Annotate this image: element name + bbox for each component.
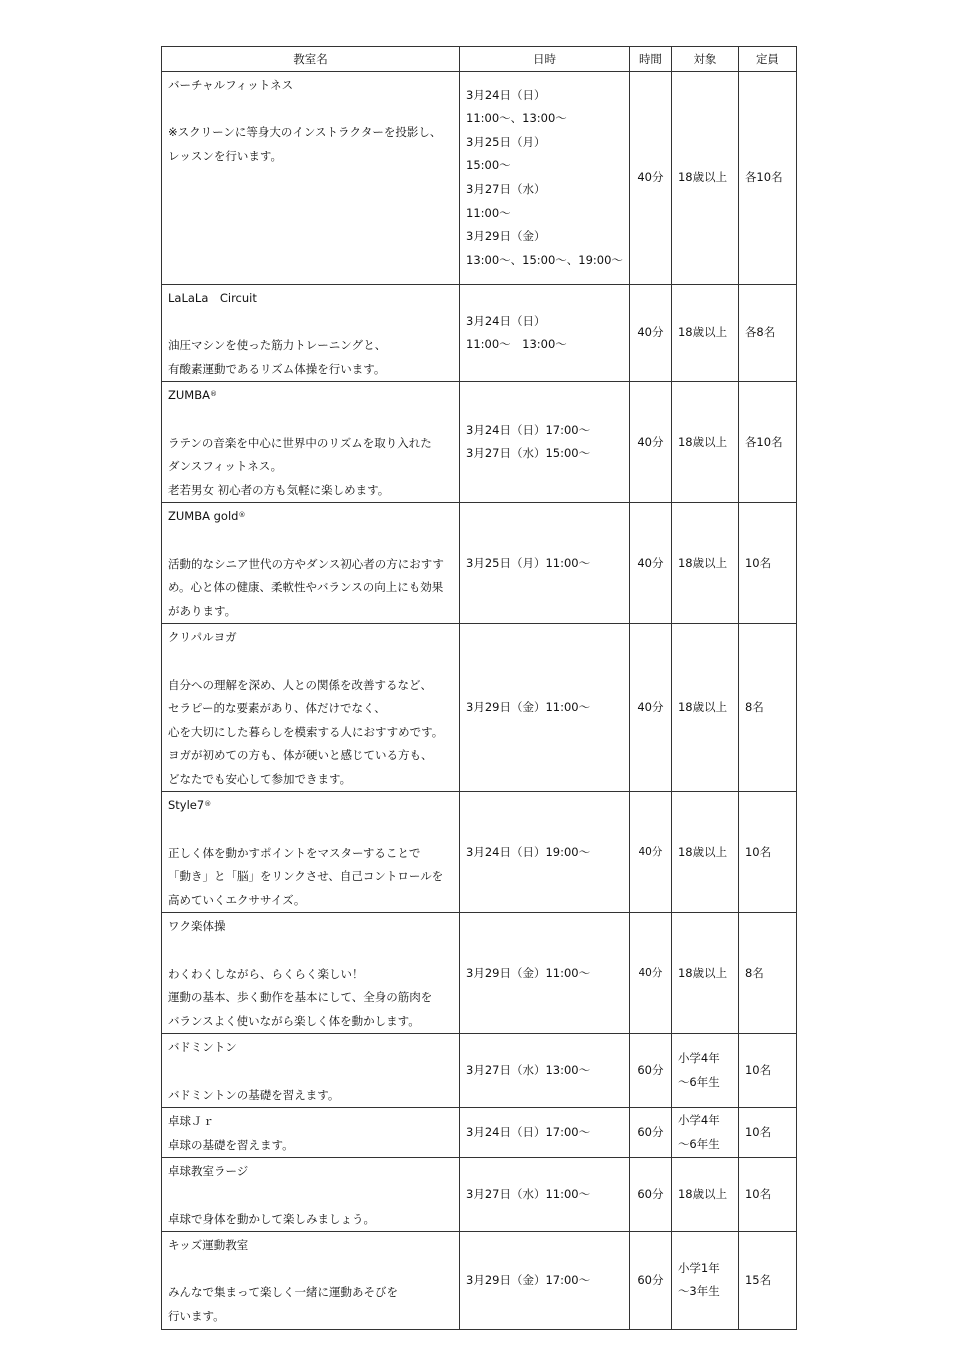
class-description-text: バドミントンの基礎を習えます。 [168, 1087, 340, 1102]
header-date-time: 日時 [460, 47, 630, 72]
class-name-cell [162, 1034, 460, 1108]
class-description-text: 正しく体を動かすポイントをマスターすることで [168, 845, 421, 860]
class-title [168, 1160, 453, 1184]
date-time-line: 11:00～ [466, 205, 511, 220]
class-description-line [168, 121, 453, 145]
date-time-cell [460, 1232, 630, 1329]
target-line: 小学1年 [677, 1260, 720, 1275]
date-time-line: 3月24日（日）17:00～ [466, 1124, 591, 1139]
duration-cell [629, 1034, 671, 1108]
class-title-text: 卓球Ｊｒ [168, 1114, 214, 1129]
class-name-cell [162, 1158, 460, 1232]
duration-value: 40分 [637, 434, 664, 449]
class-description-text: があります。 [168, 603, 237, 618]
class-name-cell [162, 382, 460, 503]
class-description-line [168, 963, 453, 987]
target-line: 小学4年 [677, 1051, 720, 1066]
target-line: 18歳以上 [677, 700, 728, 715]
duration-cell [629, 503, 671, 624]
table-row [162, 1232, 797, 1329]
class-description-line [168, 1010, 453, 1034]
duration-value: 60分 [637, 1124, 664, 1139]
duration-value: 60分 [637, 1186, 664, 1201]
class-description-line [168, 479, 453, 503]
date-time-cell [460, 285, 630, 382]
capacity-cell [738, 503, 796, 624]
capacity-cell [738, 792, 796, 913]
date-time-line: 3月24日（日） [466, 87, 546, 102]
capacity-value: 各8名 [744, 325, 776, 340]
capacity-cell [738, 1108, 796, 1158]
duration-value: 40分 [638, 845, 663, 858]
table-row [162, 624, 797, 792]
capacity-cell [738, 624, 796, 792]
header-class-name: 教室名 [162, 47, 460, 72]
date-time-line: 3月25日（月） [466, 134, 546, 149]
date-time-line: 3月27日（水）11:00～ [466, 1186, 591, 1201]
header-target: 対象 [671, 47, 738, 72]
class-description-text: 卓球で身体を動かして楽しみましょう。 [168, 1211, 375, 1226]
capacity-cell [738, 1232, 796, 1329]
table-row [162, 792, 797, 913]
target-line: 18歳以上 [677, 434, 728, 449]
date-time-line: 11:00～、13:00～ [466, 111, 567, 126]
class-description-text: レッスンを行います。 [168, 148, 282, 163]
class-description-line [168, 576, 453, 600]
class-description-line [168, 1184, 453, 1208]
duration-cell [629, 1108, 671, 1158]
class-title [168, 505, 453, 529]
class-description-text: 「動き」と「脳」をリンクさせ、自己コントロールを [168, 869, 444, 884]
class-title [168, 74, 453, 98]
class-title [168, 1110, 453, 1134]
capacity-value: 10名 [744, 1124, 772, 1139]
date-time-line: 3月29日（金） [466, 229, 546, 244]
capacity-value: 10名 [744, 1186, 772, 1201]
class-description-line [168, 986, 453, 1010]
date-time-cell [460, 72, 630, 285]
duration-cell [629, 624, 671, 792]
class-description-line [168, 311, 453, 335]
class-description-text: 自分への理解を深め、人との関係を改善するなど、 [168, 677, 433, 692]
date-time-cell [460, 1158, 630, 1232]
duration-cell [629, 72, 671, 285]
table-row [162, 285, 797, 382]
class-name-cell [162, 503, 460, 624]
class-description-line [168, 1258, 453, 1282]
class-description-text: 心を大切にした暮らしを模索する人におすすめです。 [168, 724, 444, 739]
class-description-line [168, 1208, 453, 1232]
class-title-text: LaLaLa Circuit [168, 291, 257, 305]
registered-mark: ® [238, 511, 246, 520]
capacity-cell [738, 382, 796, 503]
class-title-text: キッズ運動教室 [168, 1238, 249, 1253]
class-description-line [168, 408, 453, 432]
class-title-text: クリパルヨガ [168, 630, 237, 645]
target-cell [671, 72, 738, 285]
header-duration: 時間 [629, 47, 671, 72]
target-line: 18歳以上 [677, 1186, 728, 1201]
class-description-line [168, 939, 453, 963]
duration-value: 40分 [637, 170, 664, 185]
class-description-line [168, 1305, 453, 1329]
date-time-line: 3月29日（金）11:00～ [466, 700, 591, 715]
date-time-cell [460, 1034, 630, 1108]
class-description-text: わくわくしながら、らくらく楽しい！ [168, 966, 364, 981]
table-row [162, 1108, 797, 1158]
class-title-text: ワク楽体操 [168, 919, 226, 934]
capacity-value: 8名 [744, 965, 764, 980]
target-cell [671, 503, 738, 624]
capacity-cell [738, 1034, 796, 1108]
class-description-text: 有酸素運動であるリズム体操を行います。 [168, 361, 386, 376]
capacity-value: 10名 [744, 1063, 772, 1077]
duration-cell [629, 285, 671, 382]
class-description-text: セラピー的な要素があり、体だけでなく、 [168, 701, 386, 716]
capacity-cell [738, 1158, 796, 1232]
class-description-line [168, 674, 453, 698]
class-description-line [168, 553, 453, 577]
class-description-line [168, 1134, 453, 1158]
class-description-text: ラテンの音楽を中心に世界中のリズムを取り入れた [168, 435, 432, 450]
target-cell [671, 1108, 738, 1158]
class-description-text: 運動の基本、歩く動作を基本にして、全身の筋肉を [168, 990, 433, 1005]
class-description-text: どなたでも安心して参加できます。 [168, 771, 352, 786]
class-title [168, 1234, 453, 1258]
class-description-text: みんなで集まって楽しく一緒に運動あそびを [168, 1285, 398, 1300]
target-line: 18歳以上 [677, 555, 728, 570]
class-description-text: ヨガが初めての方も、体が硬いと感じている方も、 [168, 748, 433, 763]
class-description-line [168, 697, 453, 721]
class-description-line [168, 721, 453, 745]
class-title [168, 384, 453, 408]
class-name-cell [162, 72, 460, 285]
class-title [168, 915, 453, 939]
date-time-line: 3月27日（水）13:00～ [466, 1063, 591, 1077]
class-name-cell [162, 1108, 460, 1158]
table-row [162, 503, 797, 624]
capacity-value: 各10名 [744, 170, 783, 185]
class-title-text: バドミントン [168, 1040, 237, 1055]
date-time-cell [460, 913, 630, 1034]
class-description-text: 高めていくエクササイズ。 [168, 892, 306, 907]
date-time-line: 13:00～、15:00～、19:00～ [466, 252, 623, 267]
target-cell [671, 1034, 738, 1108]
class-description-line [168, 818, 453, 842]
capacity-cell [738, 285, 796, 382]
class-name-cell [162, 792, 460, 913]
target-cell [671, 285, 738, 382]
date-time-cell [460, 624, 630, 792]
date-time-cell [460, 1108, 630, 1158]
class-description-line [168, 432, 453, 456]
duration-value: 40分 [637, 700, 664, 715]
target-cell [671, 1158, 738, 1232]
duration-cell [629, 382, 671, 503]
class-description-line [168, 145, 453, 169]
class-description-line [168, 455, 453, 479]
header-capacity: 定員 [738, 47, 796, 72]
class-description-text: バランスよく使いながら楽しく体を動かします。 [168, 1013, 420, 1028]
target-cell [671, 913, 738, 1034]
class-description-line [168, 1060, 453, 1084]
target-line: 18歳以上 [677, 844, 728, 859]
target-line: ～6年生 [677, 1074, 720, 1089]
header-row [162, 47, 797, 72]
class-title [168, 287, 453, 311]
date-time-line: 3月25日（月）11:00～ [466, 555, 591, 570]
date-time-line: 15:00～ [466, 158, 511, 173]
class-description-line [168, 889, 453, 913]
table-row [162, 913, 797, 1034]
duration-value: 40分 [637, 325, 664, 340]
target-cell [671, 624, 738, 792]
date-time-line: 11:00～ 13:00～ [466, 337, 567, 352]
date-time-line: 3月24日（日） [466, 313, 546, 328]
class-description-text: 油圧マシンを使った筋力トレーニングと、 [168, 338, 387, 353]
date-time-line: 3月29日（金）11:00～ [466, 965, 591, 980]
class-description-line [168, 650, 453, 674]
target-line: 18歳以上 [677, 170, 728, 185]
class-description-line [168, 600, 453, 624]
duration-cell [629, 913, 671, 1034]
class-name-cell [162, 285, 460, 382]
target-cell [671, 792, 738, 913]
capacity-value: 15名 [744, 1272, 772, 1287]
date-time-cell [460, 382, 630, 503]
table-row [162, 1158, 797, 1232]
duration-value: 40分 [638, 966, 663, 979]
date-time-line: 3月24日（日）19:00～ [466, 844, 591, 859]
target-line: ～3年生 [677, 1284, 720, 1299]
class-title-text: バーチャルフィットネス [168, 78, 294, 92]
class-title [168, 794, 453, 818]
class-description-text: ※スクリーンに等身大のインストラクターを投影し、 [168, 125, 442, 140]
class-description-line [168, 842, 453, 866]
date-time-line: 3月24日（日）17:00～ [466, 422, 591, 437]
class-schedule-table [161, 46, 797, 1330]
registered-mark: ® [204, 800, 212, 809]
duration-value: 40分 [637, 555, 664, 570]
class-name-cell [162, 1232, 460, 1329]
date-time-line: 3月29日（金）17:00～ [466, 1272, 591, 1287]
date-time-line: 3月27日（水） [466, 182, 546, 196]
capacity-cell [738, 913, 796, 1034]
class-name-cell [162, 624, 460, 792]
class-title-text: ZUMBA gold [168, 509, 239, 524]
class-title-text: 卓球教室ラージ [168, 1164, 249, 1179]
target-cell [671, 382, 738, 503]
target-line: ～6年生 [677, 1136, 720, 1151]
class-description-text: ダンスフィットネス。 [168, 459, 283, 474]
duration-cell [629, 1158, 671, 1232]
date-time-cell [460, 503, 630, 624]
class-description-text: 行います。 [168, 1308, 225, 1323]
table-row [162, 72, 797, 285]
table-row [162, 382, 797, 503]
class-description-line [168, 98, 453, 122]
class-description-line [168, 334, 453, 358]
capacity-value: 10名 [744, 555, 772, 570]
date-time-cell [460, 792, 630, 913]
duration-cell [629, 1232, 671, 1329]
class-title [168, 626, 453, 650]
capacity-value: 10名 [744, 844, 772, 859]
class-description-line [168, 768, 453, 792]
table-row [162, 1034, 797, 1108]
capacity-cell [738, 72, 796, 285]
class-description-text: 老若男女 初心者の方も気軽に楽しめます。 [168, 482, 390, 497]
class-description-text: 活動的なシニア世代の方やダンス初心者の方におすす [168, 556, 444, 571]
duration-value: 60分 [637, 1063, 664, 1077]
registered-mark: ® [209, 390, 217, 399]
capacity-value: 各10名 [744, 434, 783, 449]
class-description-line [168, 1084, 453, 1108]
class-description-text: 卓球の基礎を習えます。 [168, 1137, 294, 1152]
class-description-line [168, 1281, 453, 1305]
class-title [168, 1036, 453, 1060]
duration-value: 60分 [637, 1272, 664, 1287]
class-title-text: Style7 [168, 798, 205, 813]
class-description-text: め。心と体の健康、柔軟性やバランスの向上にも効果 [168, 580, 444, 595]
class-name-cell [162, 913, 460, 1034]
class-title-text: ZUMBA [168, 388, 210, 403]
target-cell [671, 1232, 738, 1329]
capacity-value: 8名 [744, 700, 764, 715]
target-line: 18歳以上 [677, 965, 728, 980]
class-description-line [168, 865, 453, 889]
target-line: 小学4年 [677, 1113, 720, 1128]
class-description-line [168, 529, 453, 553]
class-description-line [168, 358, 453, 382]
date-time-line: 3月27日（水）15:00～ [466, 446, 591, 461]
class-description-line [168, 744, 453, 768]
duration-cell [629, 792, 671, 913]
target-line: 18歳以上 [677, 325, 728, 340]
